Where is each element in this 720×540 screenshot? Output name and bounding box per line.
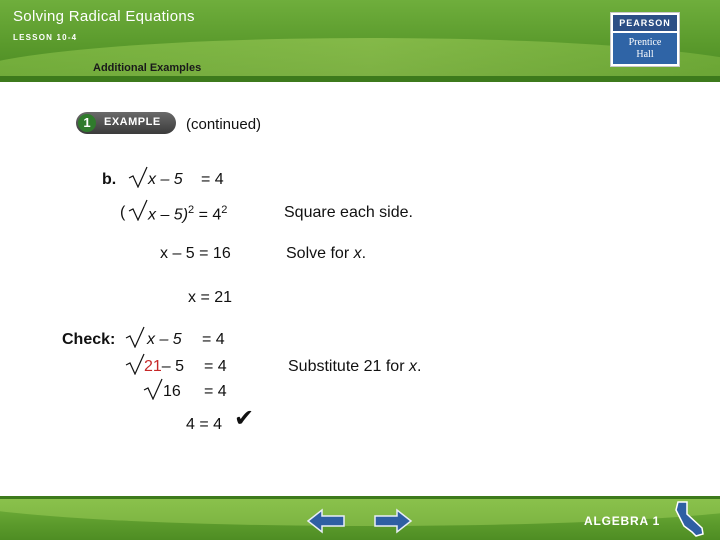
line4-solution: x = 21 (188, 289, 233, 306)
logo-line-2: Hall (636, 49, 654, 60)
line1-radicand: x – 5 (148, 171, 183, 188)
line2-explanation: Square each side. (284, 204, 413, 221)
footer-divider (0, 496, 720, 499)
logo-line-1: Prentice (628, 37, 662, 48)
line3-equation: x – 5 = 16 (160, 245, 231, 262)
pearson-logo (610, 12, 680, 67)
logo-brand: PEARSON (613, 15, 677, 31)
example-label: EXAMPLE (104, 116, 161, 128)
check-row2-radicand: 21– 5 (144, 358, 185, 375)
example-badge (76, 112, 176, 134)
check-label: Check: (62, 331, 116, 348)
radical-sign-icon (125, 326, 145, 348)
part-label: b. (102, 171, 117, 188)
line1-rhs: = 4 (201, 171, 224, 188)
check-row2-explanation: Substitute 21 for x. (288, 358, 422, 375)
section-title: Additional Examples (93, 62, 202, 74)
radical-sign-icon (143, 378, 163, 400)
previous-slide-button[interactable] (306, 508, 346, 534)
left-arrow-icon (308, 510, 344, 532)
page-title: Solving Radical Equations (13, 8, 195, 25)
check-row3-radicand: 16 (163, 383, 181, 400)
california-state-icon (672, 500, 706, 538)
radical-sign-icon (128, 166, 148, 188)
right-arrow-icon (375, 510, 411, 532)
radical-sign-icon (125, 353, 145, 375)
line2-expression: $x - 5)^2 = 4^2$ (148, 204, 228, 224)
check-row3-rhs: = 4 (204, 383, 227, 400)
header-divider (0, 76, 720, 82)
check-row2-rhs: = 4 (204, 358, 227, 375)
radical-sign-icon (128, 199, 148, 221)
check-row4-result: 4 = 4 (186, 416, 223, 433)
continued-label: (continued) (186, 116, 262, 133)
example-number: 1 (78, 114, 96, 132)
course-label: ALGEBRA 1 (584, 514, 661, 528)
check-row1-rhs: = 4 (202, 331, 225, 348)
next-slide-button[interactable] (373, 508, 413, 534)
line3-explanation: Solve for x. (286, 245, 367, 262)
check-row1-radicand: x – 5 (147, 331, 182, 348)
line2-open-paren: ( (120, 204, 126, 221)
logo-imprint (613, 33, 677, 64)
checkmark-icon: ✔ (234, 405, 255, 432)
lesson-label: LESSON 10-4 (13, 33, 78, 42)
